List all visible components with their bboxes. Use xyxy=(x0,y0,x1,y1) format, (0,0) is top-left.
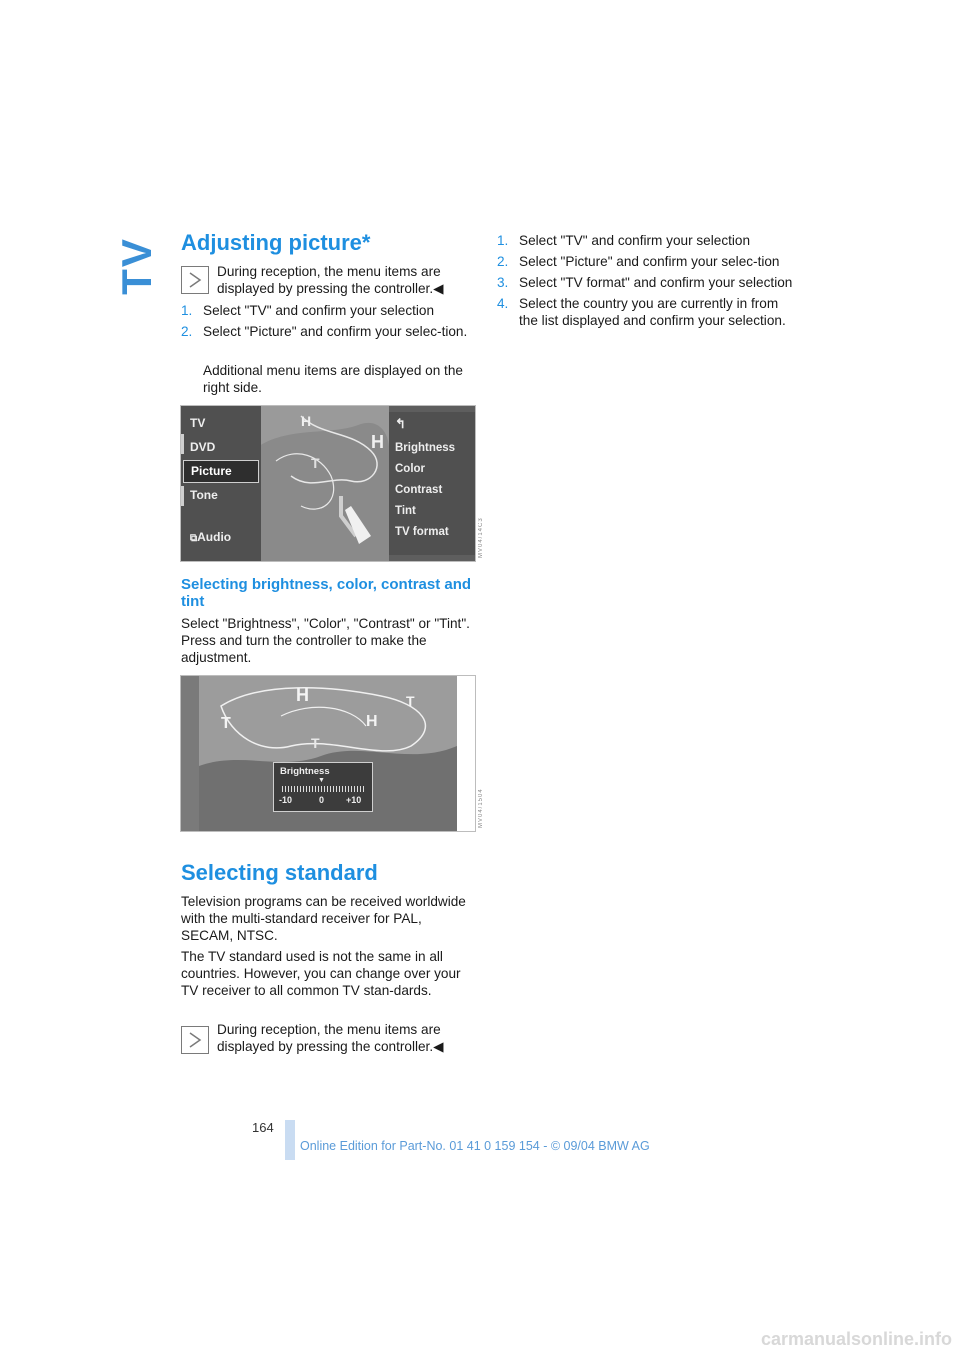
svg-text:H: H xyxy=(366,713,378,730)
menu-marker xyxy=(181,486,184,506)
brightness-slider[interactable] xyxy=(273,762,373,812)
section-tab xyxy=(112,228,160,295)
tv-right-menu xyxy=(389,412,475,555)
svg-text:T: T xyxy=(221,715,231,732)
note-icon xyxy=(181,1026,209,1054)
extra-note: Additional menu items are displayed on the right side. xyxy=(203,363,463,395)
para-standard-1: Television programs can be received worldwide with the multi-standard receiver for PAL, SECAM, NTSC. xyxy=(181,894,466,943)
svg-text:H: H xyxy=(296,685,309,705)
footer-edition: Online Edition for Part-No. 01 41 0 159 154 - © 09/04 BMW AG xyxy=(300,1139,650,1153)
list-item: 1. Select "TV" and confirm your selection xyxy=(181,303,435,318)
list-item: 4. Select the country you are currently in from the list displayed and confirm your selection. xyxy=(497,296,786,328)
right-steps xyxy=(497,232,797,329)
menu-item-brightness[interactable]: Brightness xyxy=(395,442,456,454)
menu-item-audio[interactable]: ⧉Audio xyxy=(190,530,232,544)
menu-item-color[interactable]: Color xyxy=(395,463,426,475)
list-item: 3. Select "TV format" and confirm your selection xyxy=(497,275,793,290)
svg-text:H: H xyxy=(301,413,312,429)
left-steps xyxy=(181,302,481,340)
svg-text:H: H xyxy=(371,432,384,452)
svg-text:T: T xyxy=(406,693,415,709)
menu-item-picture-label: Picture xyxy=(191,464,232,478)
footer-bar xyxy=(285,1120,295,1160)
tv-left-menu xyxy=(181,406,261,561)
menu-item-tv-format[interactable]: TV format xyxy=(395,526,449,538)
menu-item-picture[interactable] xyxy=(183,460,259,483)
slider-track xyxy=(282,786,364,792)
svg-text:T: T xyxy=(311,455,320,471)
list-item: 1. Select "TV" and confirm your selection xyxy=(497,233,751,248)
menu-marker xyxy=(181,434,184,454)
tv-menu-screenshot xyxy=(180,405,476,562)
note-reception-2: During reception, the menu items are displayed by pressing the controller.◀ xyxy=(217,1022,444,1054)
brightness-label: Brightness xyxy=(280,766,330,777)
list-item: 2. Select "Picture" and confirm your selec-tion xyxy=(497,254,780,269)
svg-text:T: T xyxy=(311,735,320,751)
scale-mid: 0 xyxy=(319,795,325,805)
brightness-screenshot xyxy=(180,675,476,832)
heading-adjusting-picture: Adjusting picture* xyxy=(181,230,371,255)
list-item: 2. Select "Picture" and confirm your selec-tion. xyxy=(181,324,468,339)
menu-item-dvd[interactable]: DVD xyxy=(190,440,216,454)
menu-item-tv[interactable]: TV xyxy=(190,416,206,430)
heading-brightness: Selecting brightness, color, contrast and tint xyxy=(181,576,472,610)
menu-item-contrast[interactable]: Contrast xyxy=(395,484,443,496)
watermark: carmanualsonline.info xyxy=(760,1329,952,1349)
scale-min: -10 xyxy=(279,795,293,805)
audio-icon: ⧉ xyxy=(190,533,198,544)
heading-selecting-standard: Selecting standard xyxy=(181,860,378,885)
back-icon[interactable]: ↰ xyxy=(395,416,406,431)
menu-item-tone[interactable]: Tone xyxy=(190,488,218,502)
note-icon xyxy=(181,266,209,294)
para-brightness: Select "Brightness", "Color", "Contrast" or "Tint". Press and turn the controller to make the adjustment. xyxy=(181,616,470,665)
figure-code-2: MV04/1504 xyxy=(478,788,484,828)
figure-code-1: MV04/14C3 xyxy=(478,517,484,558)
page-number: 164 xyxy=(252,1120,274,1135)
scale-max: +10 xyxy=(346,795,362,805)
para-standard-2: The TV standard used is not the same in all countries. However, you can change over your TV receiver to all common TV stan-dards. xyxy=(181,949,461,998)
note-reception-1: During reception, the menu items are displayed by pressing the controller.◀ xyxy=(217,264,444,296)
slider-pointer-icon: ▼ xyxy=(318,777,325,784)
section-tab-label: TV xyxy=(112,237,160,295)
menu-item-tint[interactable]: Tint xyxy=(395,505,416,517)
